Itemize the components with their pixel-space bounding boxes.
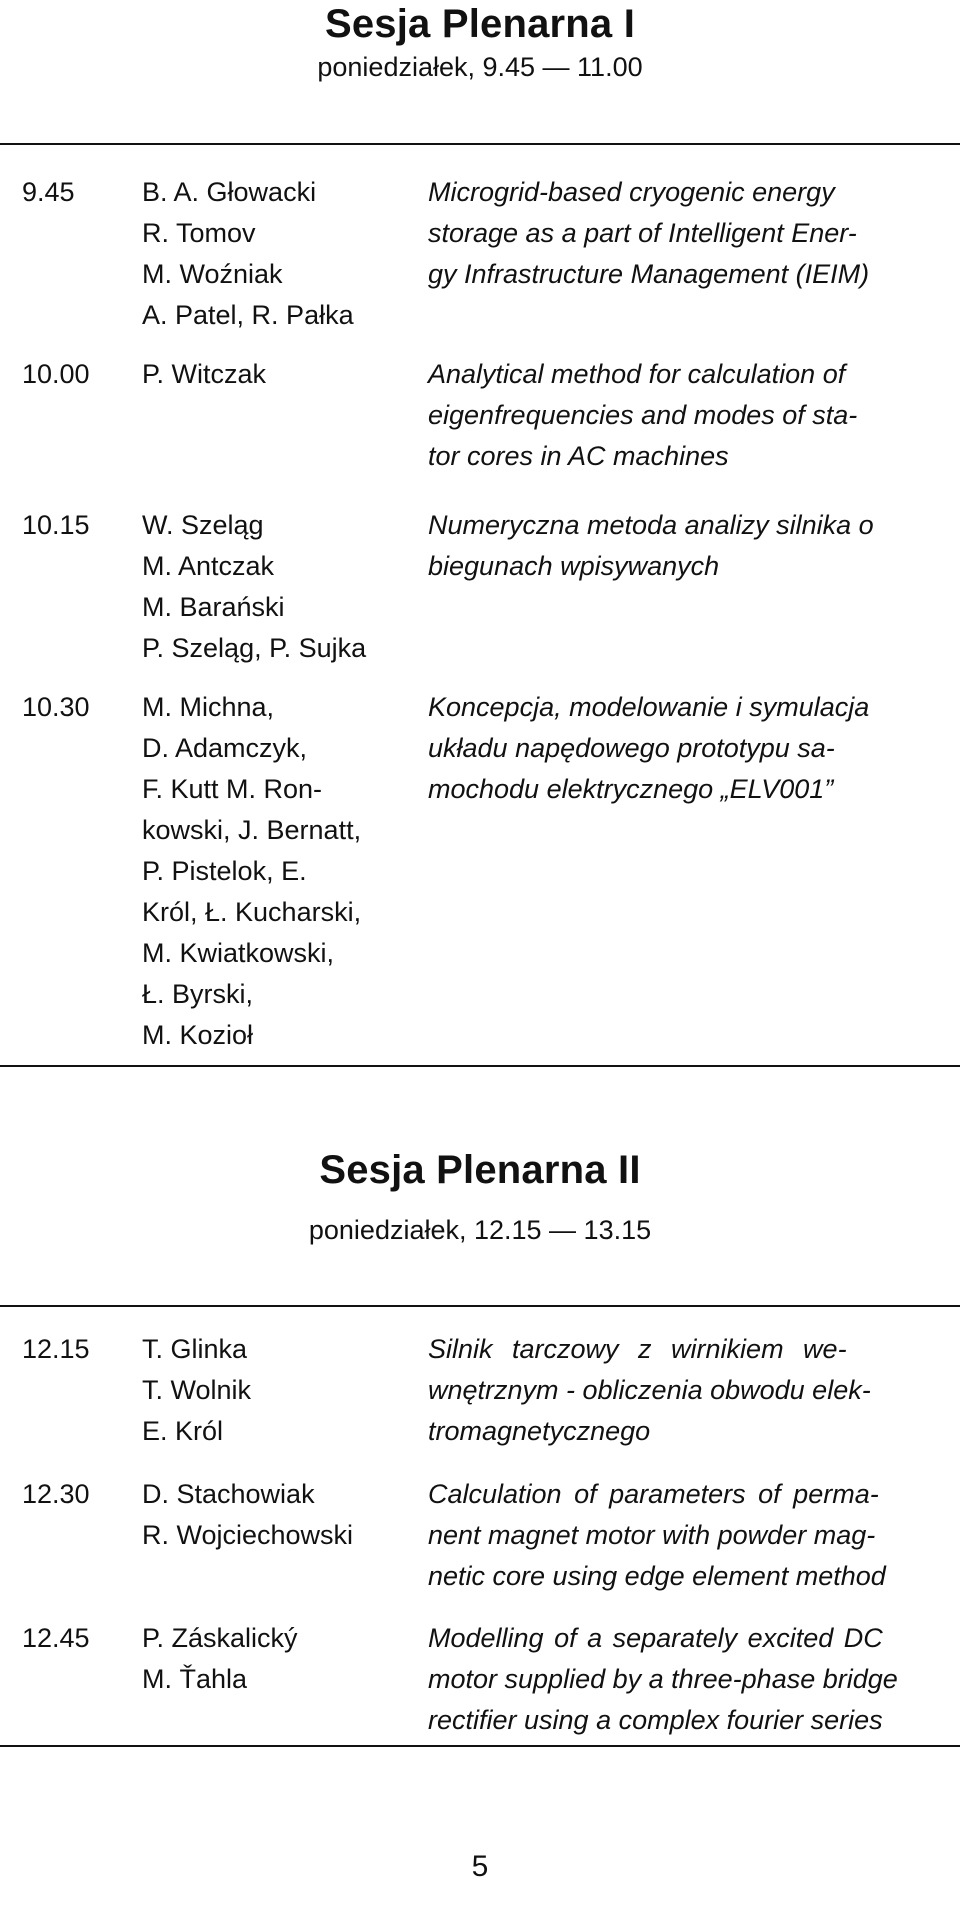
page-number: 5 xyxy=(471,1850,489,1883)
row-talk-title: Microgrid-based cryogenic energy storage as a part of Intelligent Ener- gy Infrastructure Management (IEIM) xyxy=(428,177,870,289)
row-talk-title: Modelling of a separately excited DC motor supplied by a three-phase bridge rectifier using a complex fourier series xyxy=(428,1623,898,1735)
row-authors: W. Szeląg M. Antczak M. Barański P. Szeląg, P. Sujka xyxy=(142,510,367,663)
session-1-top-rule xyxy=(0,143,960,145)
session-2-subtitle: poniedziałek, 12.15 — 13.15 xyxy=(308,1215,652,1245)
session-1-bottom-rule xyxy=(0,1065,960,1067)
session-1-subtitle: poniedziałek, 9.45 — 11.00 xyxy=(317,52,643,82)
row-time: 10.30 xyxy=(22,692,90,722)
row-talk-title: Analytical method for calculation of eigenfrequencies and modes of sta- tor cores in AC machines xyxy=(428,359,858,471)
row-authors: P. Záskalický M. Ťahla xyxy=(142,1623,298,1694)
session-2-bottom-rule xyxy=(0,1745,960,1747)
session-2-top-rule xyxy=(0,1305,960,1307)
row-authors: M. Michna, D. Adamczyk, F. Kutt M. Ron- kowski, J. Bernatt, P. Pistelok, E. Król, Ł. Kucharski, M. Kwiatkowski, Ł. Byrski, M. Kozioł xyxy=(142,692,362,1050)
row-talk-title: Numeryczna metoda analizy silnika o biegunach wpisywanych xyxy=(428,510,874,581)
row-talk-title: Koncepcja, modelowanie i symulacja układu napędowego prototypu sa- mochodu elektrycznego „ELV001” xyxy=(428,692,870,804)
row-authors: T. Glinka T. Wolnik E. Król xyxy=(142,1334,252,1446)
row-time: 12.15 xyxy=(22,1334,90,1364)
row-time: 12.45 xyxy=(22,1623,90,1653)
session-1-title: Sesja Plenarna I xyxy=(324,2,636,46)
row-time: 12.30 xyxy=(22,1479,90,1509)
row-talk-title: Calculation of parameters of perma- nent magnet motor with powder mag- netic core using edge element method xyxy=(428,1479,886,1591)
row-time: 10.15 xyxy=(22,510,90,540)
row-authors: D. Stachowiak R. Wojciechowski xyxy=(142,1479,354,1550)
row-time: 9.45 xyxy=(22,177,75,207)
row-talk-title: Silnik tarczowy z wirnikiem we- wnętrznym - obliczenia obwodu elek- tromagnetycznego xyxy=(428,1334,871,1446)
session-2-title: Sesja Plenarna II xyxy=(319,1148,641,1192)
row-authors: B. A. Głowacki R. Tomov M. Woźniak A. Patel, R. Pałka xyxy=(142,177,354,330)
row-authors: P. Witczak xyxy=(142,359,267,389)
row-time: 10.00 xyxy=(22,359,90,389)
